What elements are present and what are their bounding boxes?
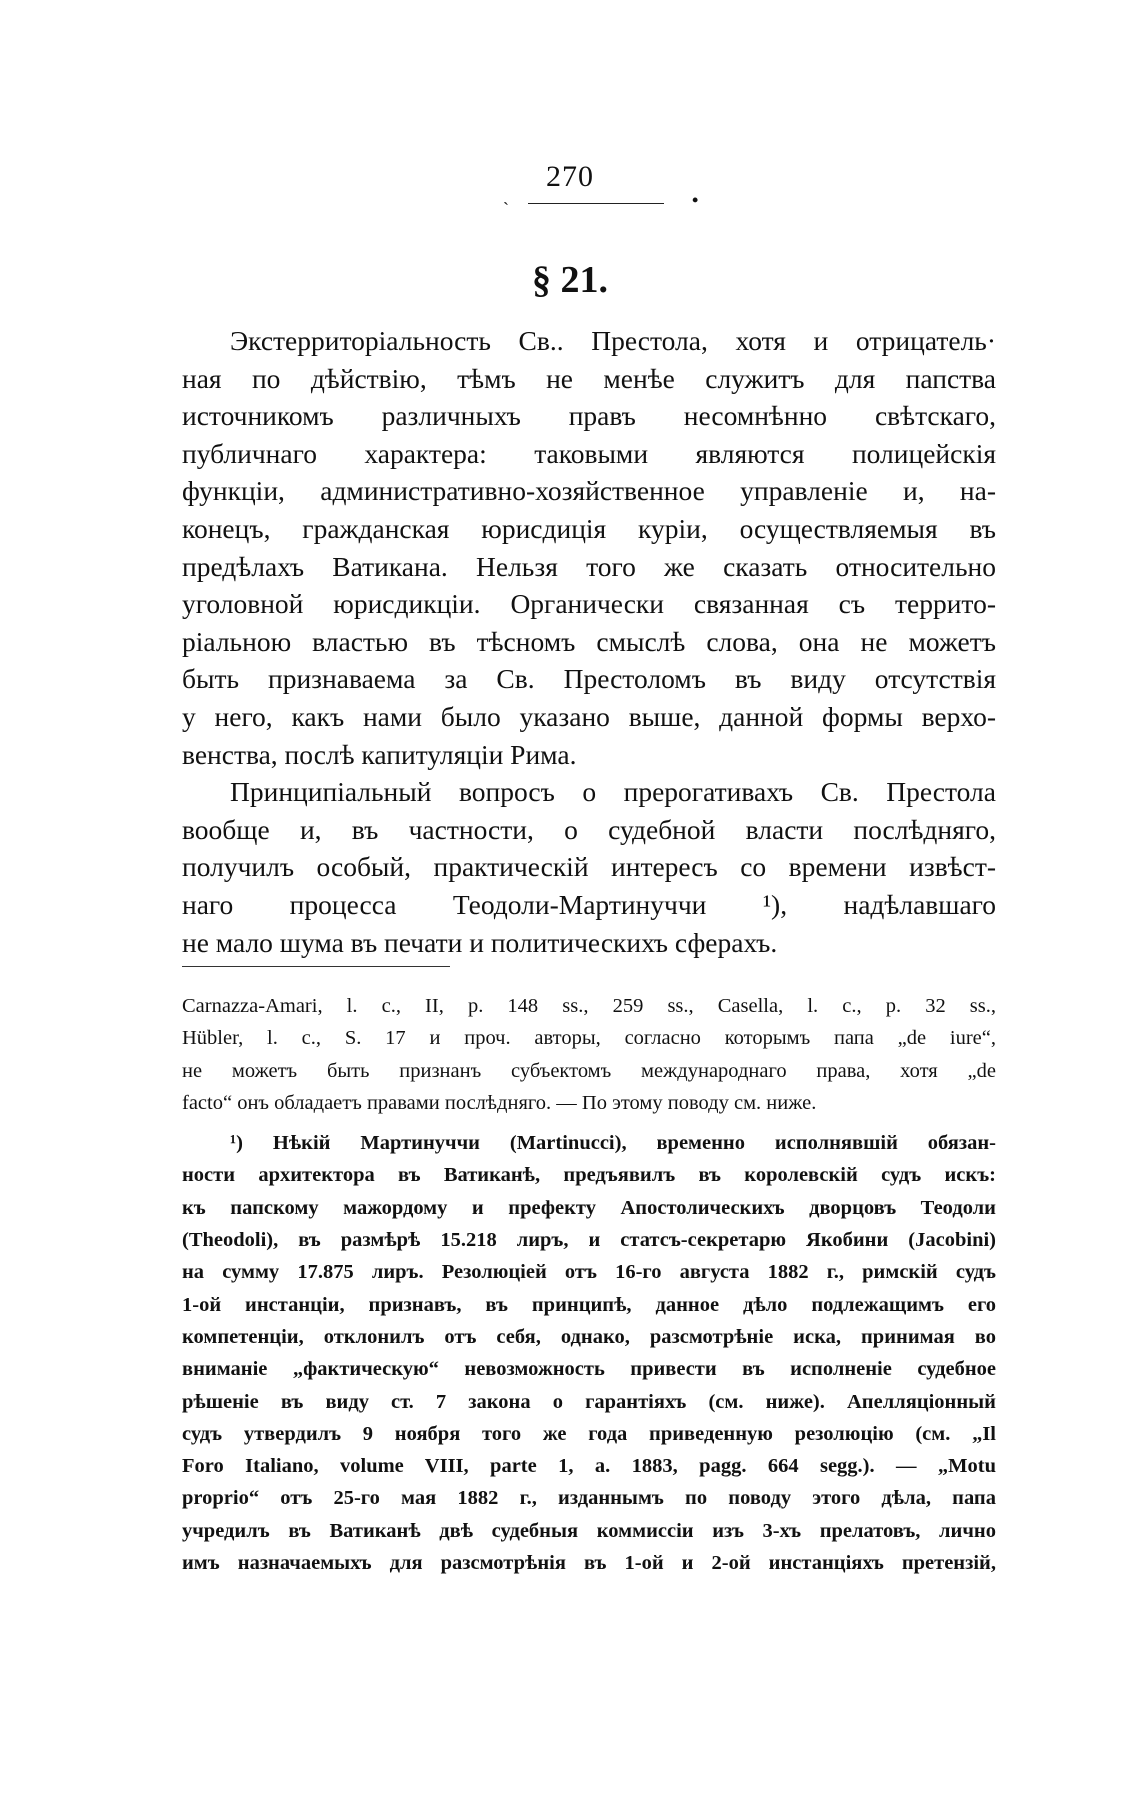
footnote-line: не можетъ быть признанъ субъектомъ международнаго права, хотя „de xyxy=(182,1059,996,1082)
footnote-line: facto“ онъ обладаетъ правами послѣдняго. — По этому поводу см. ниже. xyxy=(182,1091,817,1114)
text-line: конецъ, гражданская юрисдиція куріи, осуществляемыя въ xyxy=(182,512,996,544)
text-line: Принципіальный вопросъ о прерогативахъ Св. Престола xyxy=(230,776,996,808)
header-ornament-left: ˎ xyxy=(503,185,509,205)
footnote-line: Hübler, l. c., S. 17 и проч. авторы, согласно которымъ папа „de iure“, xyxy=(182,1027,996,1050)
footnote-line: имъ назначаемыхъ для разсмотрѣнія въ 1-ой и 2-ой инстанціяхъ претензій, xyxy=(182,1552,996,1575)
footnote-line: учредилъ въ Ватиканѣ двѣ судебныя коммиссіи изъ 3-хъ прелатовъ, лично xyxy=(182,1519,996,1542)
header-ornament-right: • xyxy=(692,190,699,210)
text-line: публичнаго характера: таковыми являются полицейскія xyxy=(182,437,996,469)
footnote-line: судъ утвердилъ 9 ноября того же года приведенную резолюцію (см. „Il xyxy=(182,1422,996,1445)
footnote-line: компетенціи, отклонилъ отъ себя, однако, разсмотрѣніе иска, принимая во xyxy=(182,1325,996,1348)
footnote-line: рѣшеніе въ виду ст. 7 закона о гарантіяхъ (см. ниже). Апелляціонный xyxy=(182,1390,996,1413)
text-line: ріальною властью въ тѣсномъ смыслѣ слова, она не можетъ xyxy=(182,625,996,657)
text-line: венства, послѣ капитуляціи Рима. xyxy=(182,738,577,770)
text-line: быть признаваема за Св. Престоломъ въ виду отсутствія xyxy=(182,663,996,695)
text-line: наго процесса Теодоли-Мартинуччи ¹), надѣлавшаго xyxy=(182,888,996,920)
page-number: 270 xyxy=(546,160,594,193)
text-line: не мало шума въ печати и политическихъ сферахъ. xyxy=(182,926,778,958)
text-line: у него, какъ нами было указано выше, данной формы верхо- xyxy=(182,700,996,732)
footnote-line: Carnazza-Amari, l. c., II, p. 148 ss., 259 ss., Casella, l. c., p. 32 ss., xyxy=(182,995,996,1017)
main-text xyxy=(182,322,996,961)
text-line: источникомъ различныхъ правъ несомнѣнно свѣтскаго, xyxy=(182,400,996,432)
footnote-line: proprio“ отъ 25-го мая 1882 г., изданнымъ по поводу этого дѣла, папа xyxy=(182,1487,996,1510)
footnote-line: ¹) Нѣкій Мартинуччи (Martinucci), временно исполнявшій обязан- xyxy=(230,1132,996,1155)
footnote-line: (Theodoli), въ размѣрѣ 15.218 лиръ, и статсъ-секретарю Якобини (Jacobini) xyxy=(182,1229,996,1252)
text-line: функціи, административно-хозяйственное управленіе и, на- xyxy=(182,475,996,507)
footnote-line: 1-ой инстанціи, признавъ, въ принципѣ, данное дѣло подлежащимъ его xyxy=(182,1293,996,1316)
text-line: получилъ особый, практическій интересъ со времени извѣст- xyxy=(182,851,996,883)
text-line: предѣлахъ Ватикана. Нельзя того же сказать относительно xyxy=(182,550,996,582)
text-line: Экстерриторіальность Св.. Престола, хотя и отрицатель· xyxy=(230,325,996,356)
text-line: вообще и, въ частности, о судебной власти послѣдняго, xyxy=(182,813,996,845)
footnote-line: вниманіе „фактическую“ невозможность привести въ исполненіе судебное xyxy=(182,1358,996,1381)
text-line: ная по дѣйствію, тѣмъ не менѣе служитъ для папства xyxy=(182,362,996,394)
header-rule xyxy=(528,203,664,204)
section-title: § 21. xyxy=(532,259,608,301)
footnotes xyxy=(182,990,996,1579)
text-line: уголовной юрисдикціи. Органически связанная съ террито- xyxy=(182,588,996,620)
footnote-line: на сумму 17.875 лиръ. Резолюціей отъ 16-го августа 1882 г., римскій судъ xyxy=(182,1261,996,1284)
footnote-line: къ папскому мажордому и префекту Апостолическихъ дворцовъ Теодоли xyxy=(182,1196,996,1219)
footnote-line: Foro Italiano, volume VIII, parte 1, a. 1883, pagg. 664 segg.). — „Motu xyxy=(182,1455,996,1478)
footnote-separator xyxy=(182,966,450,967)
footnote-line: ности архитектора въ Ватиканѣ, предъявилъ въ королевскій судъ искъ: xyxy=(182,1164,996,1187)
